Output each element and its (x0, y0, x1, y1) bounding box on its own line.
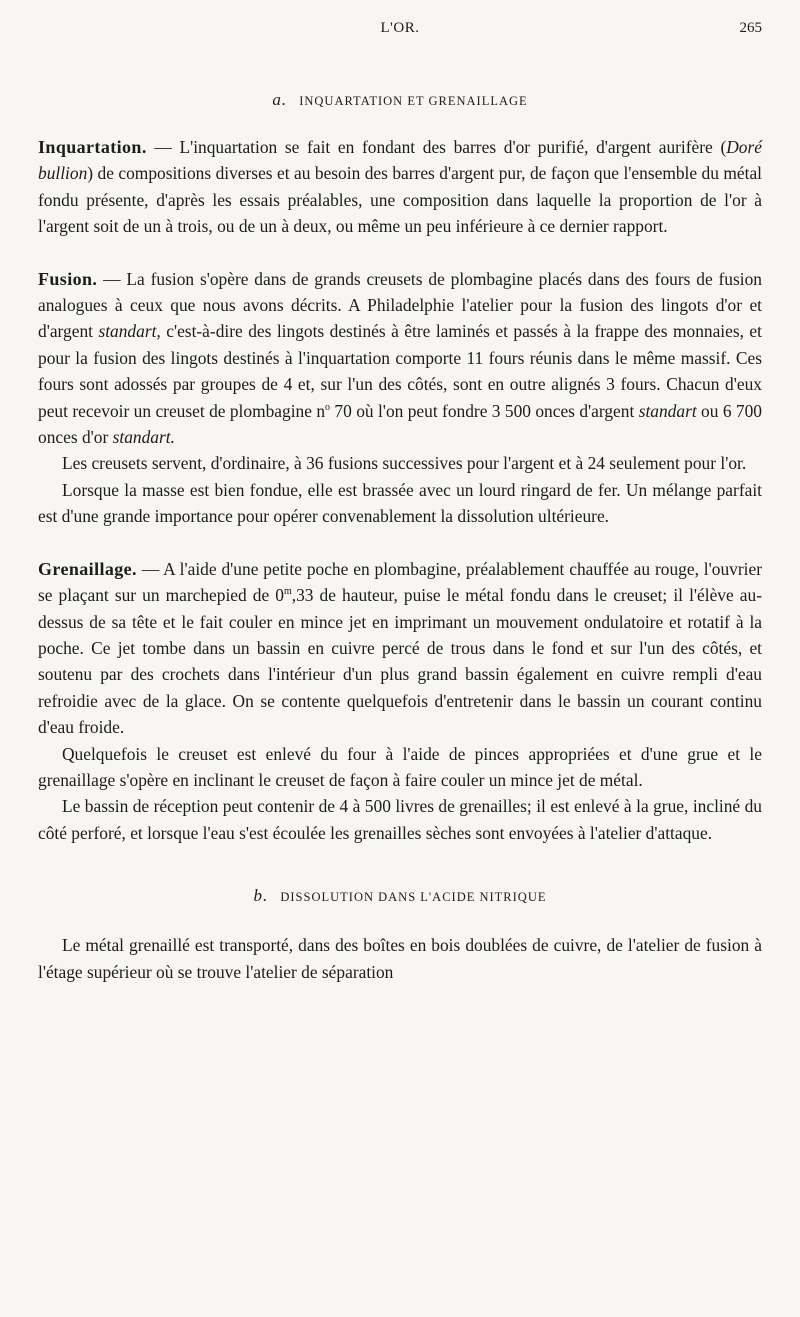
running-head (38, 16, 762, 44)
fusion-text-3: 70 où l'on peut fondre 3 500 onces d'argent (330, 400, 639, 421)
fusion-run-in-heading: Fusion. (38, 268, 98, 289)
section-b-title: DISSOLUTION DANS L'ACIDE NITRIQUE (280, 890, 547, 905)
section-a-title: INQUARTATION ET GRENAILLAGE (299, 94, 528, 108)
fusion-italic-3: standart. (112, 427, 175, 448)
grenaillage-text-2: ,33 de hauteur, puise le métal fondu dans le creuset; il l'élève au-dessus de sa tête et le fait couler en mince jet en imprimant un mouvement ondulatoire et rotatif à la poche. Ce jet tombe dans un bassin en cuivre percé de trous dans le fond et sur l'un des côtés, et soutenu par des crochets dans l'intérieur d'un plus grand bassin également en cuivre rempli d'eau refroidie avec de la glace. On se contente quelquefois d'entretenir dans le bassin un courant continu d'eau froide. (38, 585, 762, 738)
running-title: L'OR. (380, 20, 420, 36)
section-b-letter: b. (253, 886, 269, 906)
paragraph-grenaillage (38, 556, 762, 741)
inquartation-text-2: ) de compositions diverses et au besoin des barres d'argent pur, de façon que l'ensemble du métal fondu présente, d'après les essais préalables, une composition dans laquelle la proportion de l'or à l'argent soit de un à trois, ou de un à deux, ou même un peu inférieure à ce dernier rapport. (38, 163, 762, 237)
grenaillage-text-1: — A l'aide d'une petite poche en plombagine, préalablement chauffée au rouge, l'ouvrier se plaçant sur un marchepied de 0 (38, 558, 762, 606)
paragraph-dissolution: Le métal grenaillé est transporté, dans des boîtes en bois doublées de cuivre, de l'atelier de fusion à l'étage supérieur où se trouve l'atelier de séparation (38, 935, 762, 982)
paragraph-bassin: Le bassin de réception peut contenir de 4 à 500 livres de grenailles; il est enlevé à la grue, incliné du côté perforé, et lorsque l'eau s'est écoulée les grenailles sèches sont envoyées à l'atelier d'attaque. (38, 796, 762, 843)
fusion-italic-2: standart (638, 400, 697, 421)
paragraph-creusets: Les creusets servent, d'ordinaire, à 36 fusions successives pour l'argent et à 24 seulement pour l'or. (62, 453, 747, 474)
inquartation-run-in-heading: Inquartation. (38, 137, 147, 157)
fusion-text-4: ou 6 700 onces d'or (38, 400, 762, 448)
fusion-superscript: o (325, 401, 331, 413)
inquartation-text-1: — L'inquartation se fait en fondant des barres d'or purifié, d'argent aurifère ( (146, 137, 727, 157)
paragraph-brassage: Lorsque la masse est bien fondue, elle est brassée avec un lourd ringard de fer. Un mélange parfait est d'une grande importance pour opérer convenablement la dissolution ultérieure. (38, 479, 762, 527)
page (38, 16, 762, 985)
page-number: 265 (739, 20, 762, 36)
section-b-heading (38, 886, 762, 906)
paragraph-grue: Quelquefois le creuset est enlevé du four à l'aide de pinces appropriées et d'une grue et le grenaillage s'opère en inclinant le creuset de façon à faire couler un mince jet de métal. (38, 743, 762, 790)
paragraph-inquartation (38, 134, 762, 240)
fusion-text-1: — La fusion s'opère dans de grands creusets de plombagine placés dans des fours de fusion analogues à ceux que nous avons décrits. A Philadelphie l'atelier pour la fusion des lingots d'or et d'argent (38, 268, 762, 342)
fusion-italic-1: standart, (98, 321, 161, 342)
paragraph-fusion (38, 266, 762, 451)
inquartation-italic-term: Doré bullion (38, 137, 762, 184)
grenaillage-superscript: m (283, 586, 292, 598)
section-a-letter: a. (272, 90, 288, 109)
section-a-heading (38, 90, 762, 110)
grenaillage-run-in-heading: Grenaillage. (38, 558, 137, 579)
fusion-text-2: c'est-à-dire des lingots destinés à être laminés et passés à la frappe des monnaies, et pour la fusion des lingots destinés à l'inquartation comporte 11 fours réunis dans le même massif. Ces fours sont adossés par groupes de 4 et, sur l'un des côtés, sont en outre alignés 3 fours. Chacun d'eux peut recevoir un creuset de plombagine n (38, 321, 762, 421)
